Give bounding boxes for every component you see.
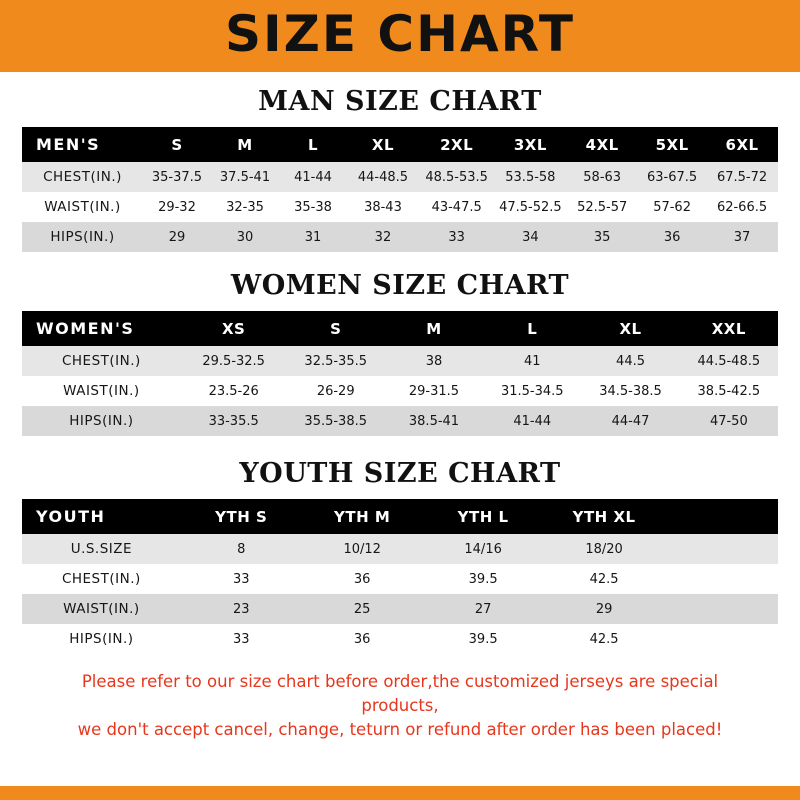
col-header-m: M [237,135,253,154]
cell: 26-29 [316,383,355,399]
cell: 10/12 [343,541,381,557]
man-size-table [22,127,778,252]
cell: 37 [733,229,751,245]
header-band [0,0,800,72]
col-header-m: M [426,319,442,338]
cell: 37.5-41 [219,169,271,185]
table-row [22,406,778,436]
cell: 62-66.5 [716,199,768,215]
cell: 32.5-35.5 [304,353,368,369]
table-row [22,162,778,192]
cell: 29 [595,601,613,617]
col-header-mens: MEN'S [36,135,101,154]
man-table-body [22,162,778,252]
cell: 67.5-72 [716,169,768,185]
youth-table-head [22,499,778,534]
cell: 34 [522,229,539,245]
cell: 36 [663,229,681,245]
cell: 33-35.5 [208,413,259,429]
cell: 63-67.5 [647,169,698,185]
row-label-chest: CHEST(IN.) [43,169,122,185]
col-header-yth-m: YTH M [334,507,391,526]
cell: 29-32 [158,199,196,215]
cell: 44.5 [616,353,645,369]
cell: 43-47.5 [431,199,482,215]
cell: 36 [353,571,371,587]
cell [665,624,778,654]
cell: 58-63 [583,169,622,185]
cell: 33 [232,631,250,647]
note-line-1: Please refer to our size chart before order,the customized jerseys are special products, [81,672,719,715]
col-header-empty [665,499,778,534]
cell: 35-37.5 [151,169,203,185]
table-row [22,192,778,222]
cell: 25 [353,601,371,617]
table-row [22,594,778,624]
note-line-2: we don't accept cancel, change, teturn or refund after order has been placed! [77,719,723,739]
cell: 8 [237,541,246,557]
cell: 35 [593,229,611,245]
cell: 14/16 [464,541,502,557]
table-row [22,564,778,594]
youth-table-body [22,534,778,654]
table-header-row [22,499,778,534]
row-label-waist: WAIST(IN.) [63,601,140,617]
women-table-body [22,346,778,436]
col-header-xl: XL [371,135,395,154]
row-label-hips: HIPS(IN.) [50,229,115,245]
cell: 30 [236,229,254,245]
youth-section-title: YOUTH SIZE CHART [239,458,561,489]
cell: 53.5-58 [505,169,556,185]
col-header-xxl: XXL [711,319,746,338]
man-table-head [22,127,778,162]
cell: 48.5-53.5 [425,169,488,185]
cell: 38.5-41 [408,413,460,429]
cell: 47.5-52.5 [499,199,562,215]
col-header-l: L [308,135,319,154]
cell [665,534,778,564]
cell: 33 [232,571,250,587]
col-header-4xl: 4XL [585,135,619,154]
cell: 32-35 [226,199,264,215]
cell: 23 [232,601,250,617]
cell: 47-50 [709,413,748,429]
table-header-row [22,311,778,346]
footer-band [0,786,800,800]
man-section-title: MAN SIZE CHART [258,86,542,117]
col-header-2xl: 2XL [440,135,474,154]
table-row [22,222,778,252]
col-header-yth-xl: YTH XL [572,507,636,526]
row-label-us-size: U.S.SIZE [70,541,133,557]
cell: 35-38 [294,199,332,215]
table-row [22,346,778,376]
col-header-yth-s: YTH S [215,507,268,526]
cell: 39.5 [468,631,498,647]
cell: 27 [474,601,492,617]
col-header-3xl: 3XL [513,135,547,154]
cell: 44-48.5 [357,169,409,185]
cell: 31 [304,229,322,245]
cell: 18/20 [585,541,623,557]
table-row [22,624,778,654]
col-header-s: S [171,135,183,154]
cell: 29-31.5 [408,383,460,399]
cell: 38 [425,353,443,369]
col-header-l: L [527,319,538,338]
cell: 35.5-38.5 [304,413,368,429]
page-title: SIZE CHART [224,5,576,63]
cell: 42.5 [589,631,619,647]
row-label-waist: WAIST(IN.) [63,383,140,399]
cell: 29.5-32.5 [202,353,265,369]
cell: 36 [353,631,371,647]
cell: 38-43 [364,199,402,215]
youth-size-table [22,499,778,654]
col-header-xs: XS [221,319,246,338]
cell: 44.5-48.5 [697,353,761,369]
cell: 34.5-38.5 [599,383,662,399]
cell: 29 [168,229,186,245]
col-header-youth: YOUTH [36,507,106,526]
cell: 41 [523,353,541,369]
order-policy-note [42,670,758,742]
cell: 32 [374,229,392,245]
cell [665,564,778,594]
row-label-chest: CHEST(IN.) [61,353,141,369]
cell: 44-47 [611,413,650,429]
cell: 31.5-34.5 [500,383,564,399]
row-label-waist: WAIST(IN.) [44,199,121,215]
table-row [22,534,778,564]
cell: 41-44 [513,413,552,429]
row-label-chest: CHEST(IN.) [61,571,141,587]
col-header-6xl: 6XL [725,135,759,154]
cell: 52.5-57 [577,199,628,215]
col-header-xl: XL [619,319,642,338]
cell: 57-62 [653,199,691,215]
cell: 41-44 [294,169,332,185]
row-label-hips: HIPS(IN.) [69,631,134,647]
cell [665,594,778,624]
women-table-head [22,311,778,346]
table-row [22,376,778,406]
col-header-s: S [330,319,342,338]
cell: 23.5-26 [208,383,259,399]
table-header-row [22,127,778,162]
cell: 42.5 [589,571,619,587]
col-header-5xl: 5XL [655,135,689,154]
cell: 33 [448,229,465,245]
col-header-womens: WOMEN'S [36,319,135,338]
women-size-table [22,311,778,436]
row-label-hips: HIPS(IN.) [69,413,134,429]
women-section-title: WOMEN SIZE CHART [230,270,570,301]
content-area [0,86,800,742]
cell: 38.5-42.5 [697,383,761,399]
col-header-yth-l: YTH L [457,507,509,526]
cell: 39.5 [468,571,498,587]
